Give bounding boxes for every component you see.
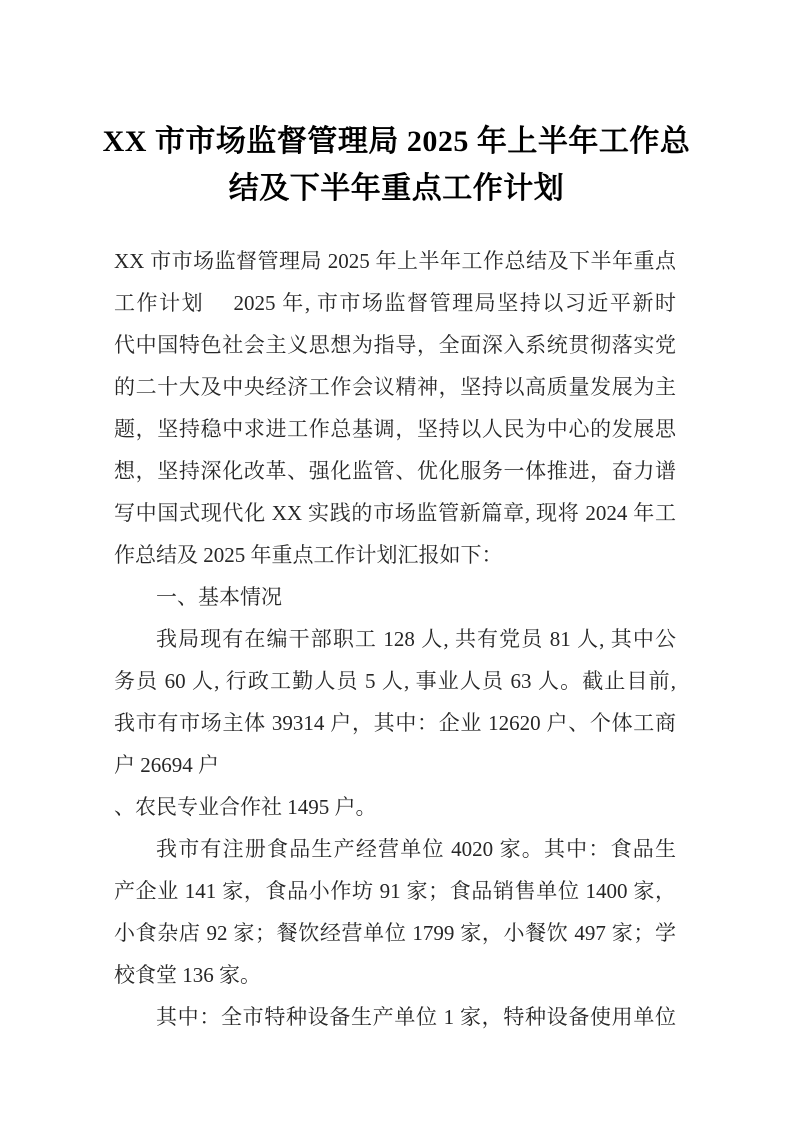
- document-title-line-2: 结及下半年重点工作计划: [228, 172, 565, 205]
- body-line-19: 其中：全市特种设备生产单位 1 家，特种设备使用单位: [156, 1005, 676, 1029]
- document-title: [0, 118, 793, 212]
- body-line-17: 小食杂店 92 家；餐饮经营单位 1799 家，小餐饮 497 家；学: [114, 921, 676, 945]
- document-title-line-1: XX 市市场监督管理局 2025 年上半年工作总: [102, 125, 691, 158]
- body-line-9: 一、基本情况: [156, 585, 282, 609]
- body-line-4: 的二十大及中央经济工作会议精神，坚持以高质量发展为主: [114, 375, 676, 399]
- body-line-16: 产企业 141 家，食品小作坊 91 家；食品销售单位 1400 家，: [114, 879, 676, 903]
- body-line-14: 、农民专业合作社 1495 户。: [114, 795, 377, 819]
- body-line-11: 务员 60 人, 行政工勤人员 5 人, 事业人员 63 人。截止目前,: [114, 669, 676, 693]
- body-line-2: 工作计划 2025 年, 市市场监督管理局坚持以习近平新时: [114, 291, 676, 315]
- body-line-6: 想，坚持深化改革、强化监管、优化服务一体推进，奋力谱: [114, 459, 676, 483]
- body-line-15: 我市有注册食品生产经营单位 4020 家。其中：食品生: [156, 837, 676, 861]
- body-line-10: 我局现有在编干部职工 128 人, 共有党员 81 人, 其中公: [156, 627, 676, 651]
- document-body: [114, 240, 676, 1038]
- body-line-3: 代中国特色社会主义思想为指导，全面深入系统贯彻落实党: [114, 333, 676, 357]
- body-line-12: 我市有市场主体 39314 户，其中：企业 12620 户、个体工商: [114, 711, 676, 735]
- body-line-7: 写中国式现代化 XX 实践的市场监管新篇章, 现将 2024 年工: [114, 501, 676, 525]
- body-line-13: 户 26694 户: [114, 753, 219, 777]
- body-line-1: XX 市市场监督管理局 2025 年上半年工作总结及下半年重点: [114, 249, 676, 273]
- body-line-5: 题，坚持稳中求进工作总基调，坚持以人民为中心的发展思: [114, 417, 676, 441]
- body-line-18: 校食堂 136 家。: [114, 963, 261, 987]
- body-line-8: 作总结及 2025 年重点工作计划汇报如下：: [114, 543, 503, 567]
